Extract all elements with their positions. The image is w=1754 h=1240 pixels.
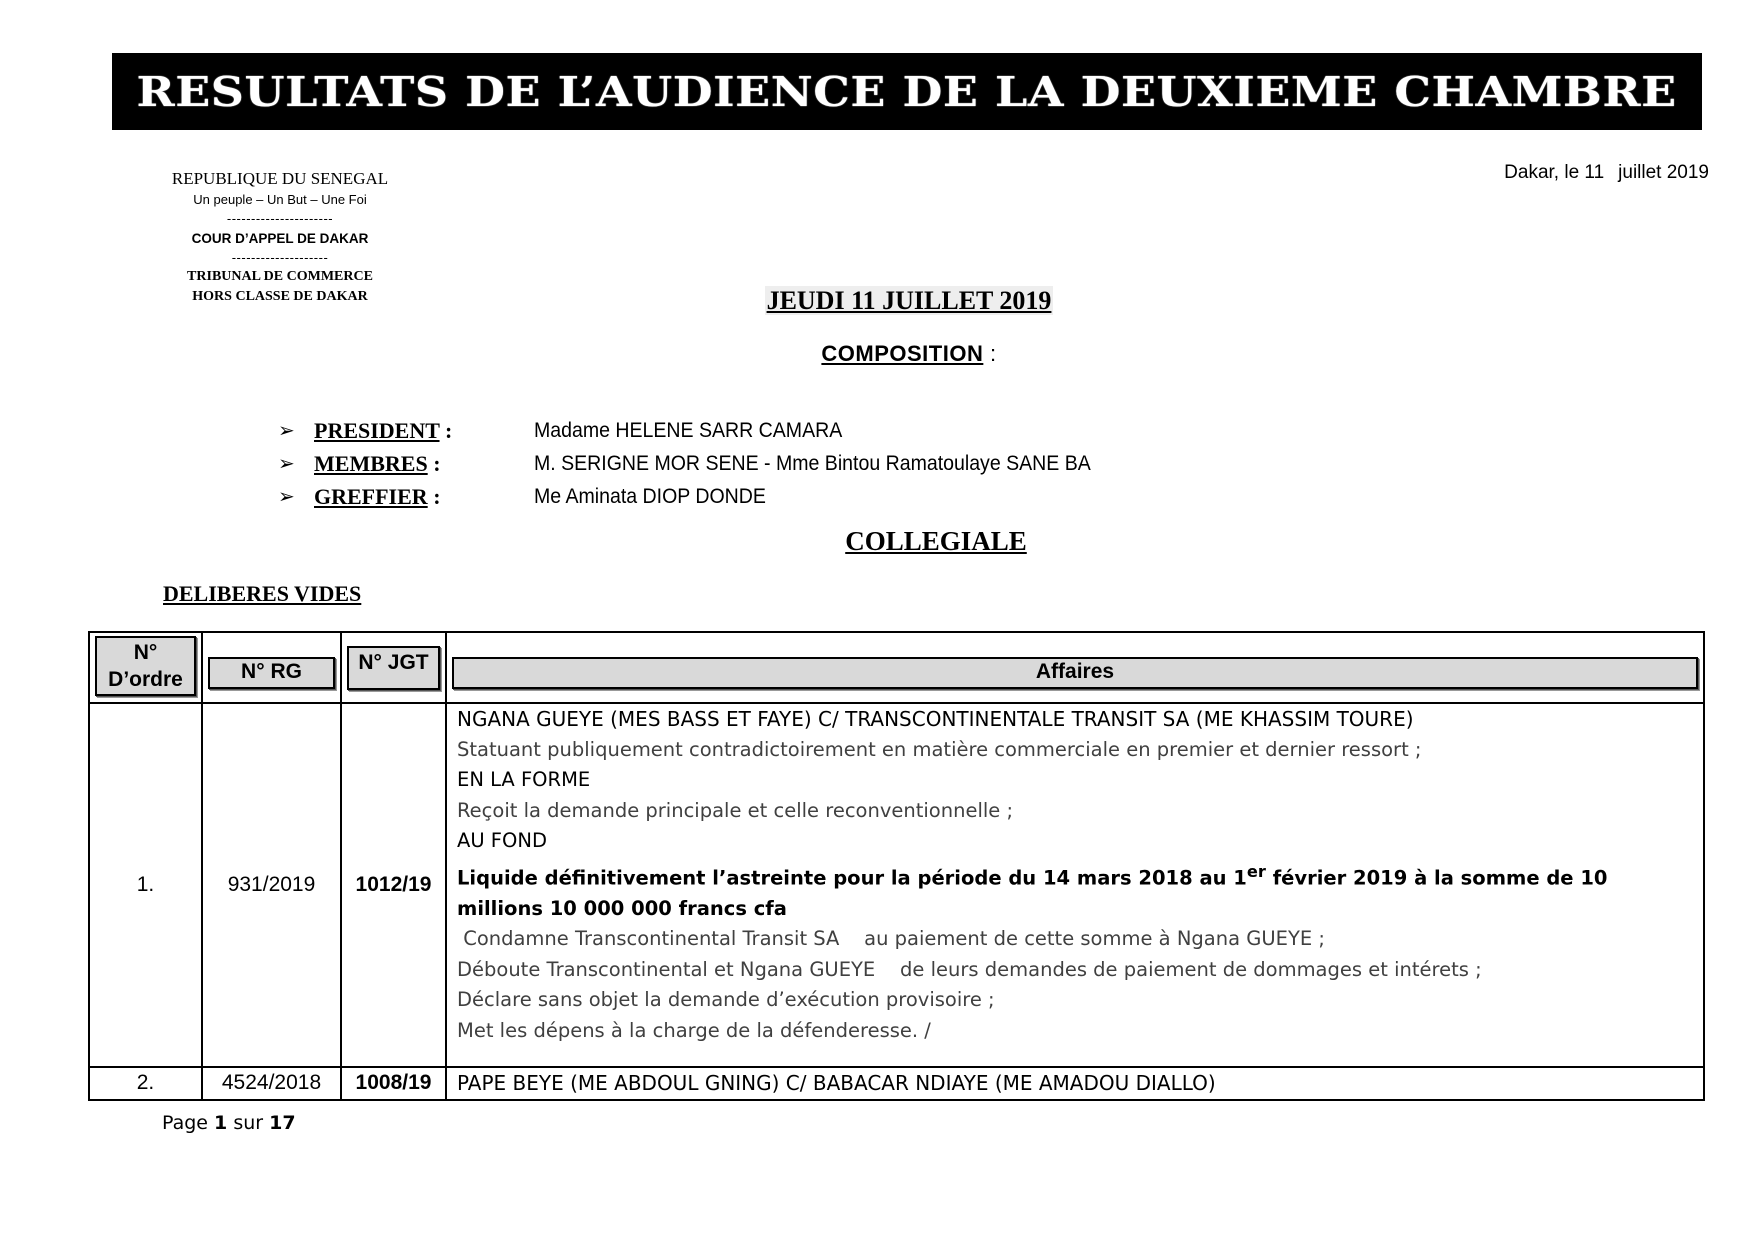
- composition-list: [278, 414, 1133, 513]
- hearing-day-text: JEUDI 11 JUILLET 2019: [766, 286, 1052, 315]
- row-number: 1.: [89, 703, 202, 1067]
- page-total: 17: [269, 1112, 296, 1134]
- role-label-text: MEMBRES: [314, 450, 428, 476]
- date-prefix: Dakar, le 11: [1504, 162, 1605, 183]
- deliberes-heading: DELIBERES VIDES: [163, 581, 362, 606]
- ruling-section: EN LA FORME: [457, 768, 591, 791]
- results-table: [88, 631, 1705, 1101]
- header-cell-affaires: [446, 632, 1704, 703]
- header-cell-rg: [202, 632, 341, 703]
- header-cell-jgt: [341, 632, 446, 703]
- date-suffix: juillet 2019: [1618, 162, 1709, 183]
- row-jgt: 1012/19: [341, 703, 446, 1067]
- header-ordre-line1: N°: [133, 641, 158, 664]
- arrow-bullet-icon: ➢: [278, 486, 295, 508]
- liquidation-text-a: Liquide définitivement l’astreinte pour la période du 14 mars 2018 au 1: [457, 866, 1247, 889]
- arrow-bullet-icon: ➢: [278, 420, 295, 442]
- arrow-bullet-icon: ➢: [278, 453, 295, 475]
- role-label-membres: [314, 451, 534, 477]
- header-cell-ordre: [89, 632, 202, 703]
- composition-heading: [0, 341, 1754, 367]
- page-current: 1: [214, 1112, 228, 1134]
- role-label-president: [314, 418, 534, 444]
- ruling-line: Reçoit la demande principale et celle reconventionnelle ;: [457, 798, 1014, 822]
- banner-title: RESULTATS DE L’AUDIENCE DE LA DEUXIEME CHAMBRE: [136, 67, 1678, 116]
- role-colon: :: [427, 450, 441, 476]
- case-parties: NGANA GUEYE (MES BASS ET FAYE) C/ TRANSCONTINENTALE TRANSIT SA (ME KHASSIM TOURE): [457, 707, 1414, 731]
- document-date: [1504, 162, 1709, 184]
- role-colon: :: [439, 417, 453, 443]
- role-label-greffier: [314, 484, 534, 510]
- ruling-line: Déboute Transcontinental et Ngana GUEYE de leurs demandes de paiement de dommages et intérets ;: [457, 957, 1482, 981]
- liquidation-text-b: février 2019 à la somme de 10 millions 10 000 000 francs cfa: [457, 866, 1608, 920]
- ruling-line: Condamne Transcontinental Transit SA au paiement de cette somme à Ngana GUEYE ;: [457, 927, 1325, 950]
- republic-name: REPUBLIQUE DU SENEGAL: [171, 169, 389, 188]
- results-banner: [112, 53, 1702, 130]
- liquidation-superscript: er: [1246, 861, 1266, 881]
- header-rg: N° RG: [208, 657, 335, 689]
- court-name: COUR D’APPEL DE DAKAR: [191, 231, 369, 246]
- role-value-greffier: Me Aminata DIOP DONDE: [534, 484, 766, 508]
- hearing-day-title: [0, 286, 1754, 316]
- ruling-line: Statuant publiquement contradictoirement en matière commerciale en premier et dernier ressort ;: [457, 737, 1422, 761]
- row-rg: 931/2019: [202, 703, 341, 1067]
- composition-label: COMPOSITION: [821, 341, 984, 366]
- table-header-row: [89, 632, 1704, 703]
- ruling-line: Met les dépens à la charge de la défenderesse. /: [457, 1018, 931, 1042]
- role-colon: :: [427, 483, 441, 509]
- table-row: [89, 1067, 1704, 1100]
- header-affaires: Affaires: [452, 657, 1698, 689]
- header-jgt: N° JGT: [347, 646, 440, 690]
- page-word: Page: [162, 1112, 208, 1134]
- separator-2: --------------------: [231, 250, 329, 265]
- ruling-section: AU FOND: [457, 829, 547, 852]
- page-sur: sur: [233, 1112, 264, 1134]
- row-number: 2.: [89, 1067, 202, 1100]
- table-row: [89, 703, 1704, 1067]
- ruling-line: Déclare sans objet la demande d’exécution provisoire ;: [457, 988, 995, 1011]
- row-jgt: 1008/19: [341, 1067, 446, 1100]
- row-affaire: [446, 1067, 1704, 1100]
- role-label-text: GREFFIER: [314, 483, 428, 509]
- composition-colon: :: [989, 341, 997, 366]
- role-row-membres: [278, 447, 1133, 480]
- role-row-president: [278, 414, 1133, 447]
- role-label-text: PRESIDENT: [314, 417, 440, 443]
- row-affaire: [446, 703, 1704, 1067]
- separator-1: ----------------------: [226, 211, 334, 226]
- tribunal-name-line2: HORS CLASSE DE DAKAR: [192, 289, 368, 304]
- role-row-greffier: [278, 480, 1133, 513]
- header-ordre: [95, 636, 196, 696]
- row-rg: 4524/2018: [202, 1067, 341, 1100]
- collegiale-heading: COLLEGIALE: [845, 526, 1027, 556]
- role-value-president: Madame HELENE SARR CAMARA: [534, 418, 843, 442]
- case-parties: PAPE BEYE (ME ABDOUL GNING) C/ BABACAR NDIAYE (ME AMADOU DIALLO): [457, 1071, 1216, 1095]
- page-number: [162, 1112, 296, 1134]
- tribunal-name-line1: TRIBUNAL DE COMMERCE: [187, 269, 373, 284]
- ruling-liquidation: [457, 857, 1691, 925]
- national-motto: Un peuple – Un But – Une Foi: [193, 192, 367, 207]
- header-ordre-line2: D’ordre: [108, 668, 183, 691]
- role-value-membres: M. SERIGNE MOR SENE - Mme Bintou Ramatoulaye SANE BA: [534, 451, 1091, 475]
